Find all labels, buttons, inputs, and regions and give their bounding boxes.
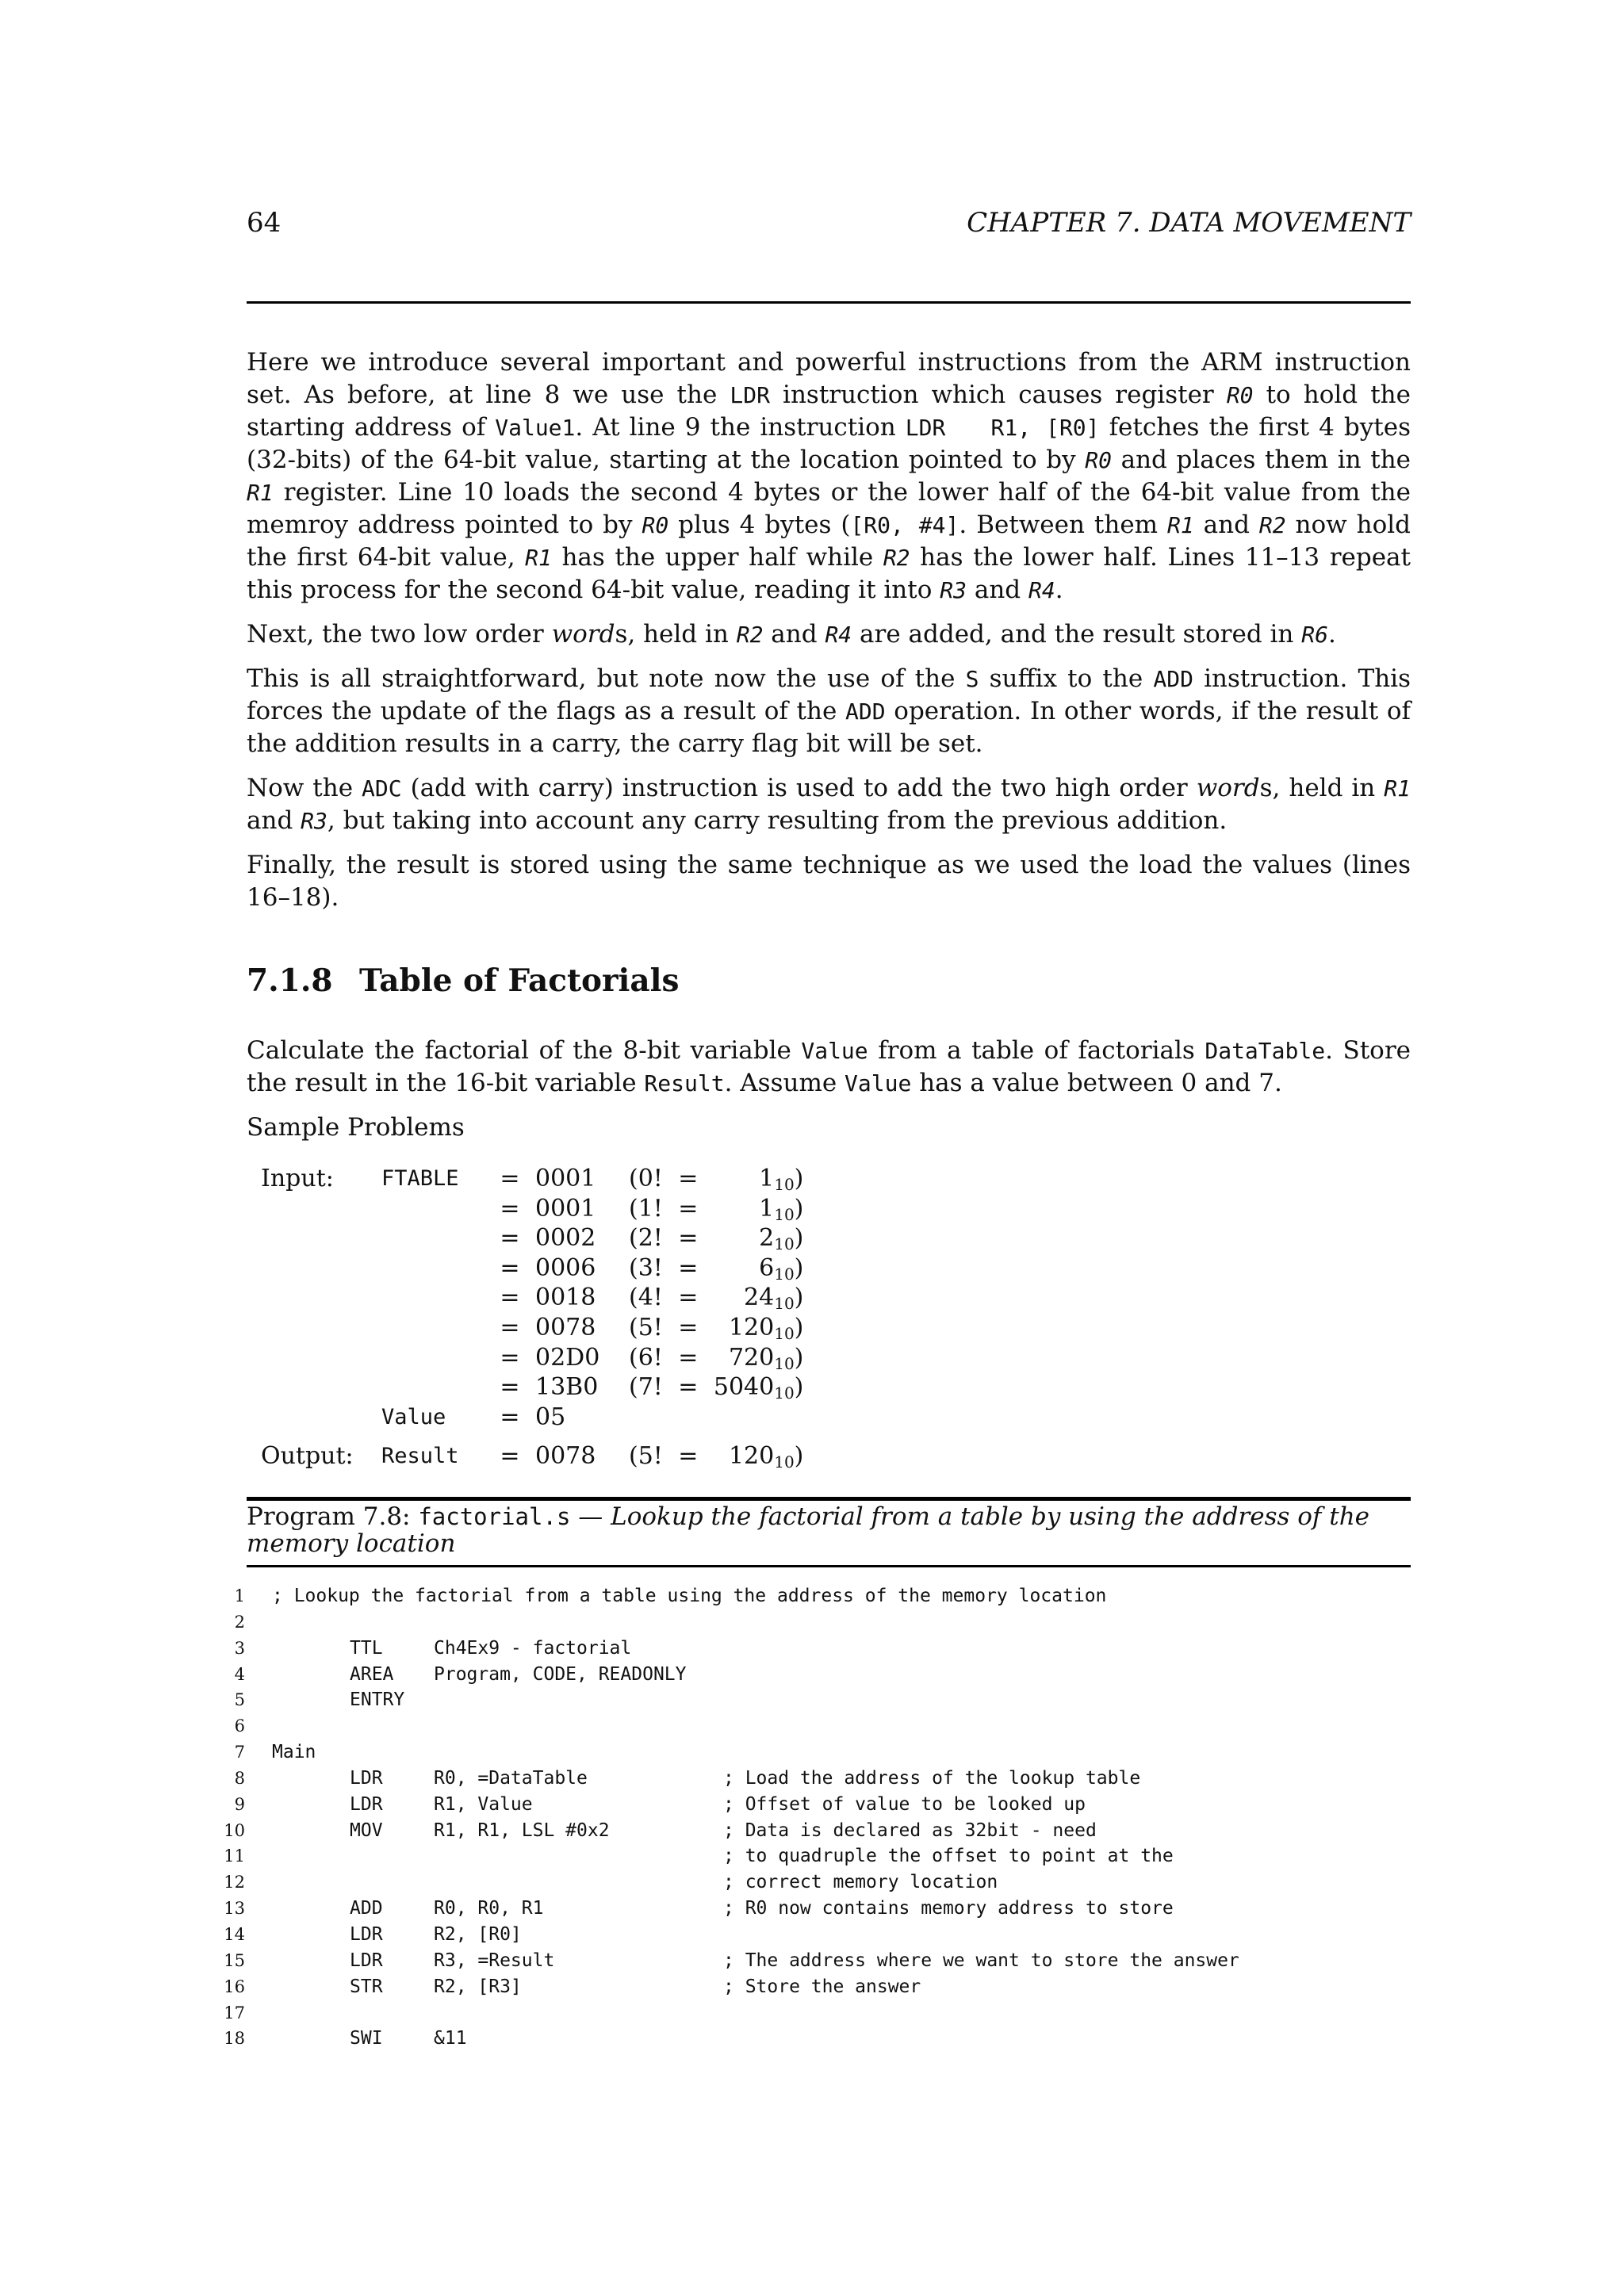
caption-top-rule bbox=[247, 1497, 1411, 1501]
line-number: 14 bbox=[224, 1924, 245, 1944]
paragraph-2: Next, the two low order words, held in R2 and R4 are added, and the result stored in R6. bbox=[247, 620, 1336, 649]
hex-value: 05 bbox=[535, 1402, 566, 1431]
line-number: 11 bbox=[224, 1846, 245, 1866]
code-comment: ; Offset of value to be looked up bbox=[723, 1793, 1086, 1815]
code-operands: R2, [R3] bbox=[434, 1976, 522, 1997]
line-number: 13 bbox=[224, 1899, 245, 1919]
input-label bbox=[261, 1372, 381, 1402]
input-label bbox=[261, 1343, 381, 1373]
code-opcode: MOV bbox=[350, 1820, 383, 1841]
equals-sign: = bbox=[500, 1313, 520, 1341]
input-label bbox=[261, 1194, 381, 1224]
code-operands: Ch4Ex9 - factorial bbox=[434, 1637, 632, 1659]
table-row bbox=[261, 1343, 806, 1373]
input-label bbox=[261, 1313, 381, 1343]
variable-name bbox=[381, 1313, 485, 1343]
program-description: Lookup the factorial from a table by using the address of the memory location bbox=[247, 1502, 1370, 1558]
page-number: 64 bbox=[247, 207, 282, 239]
code-opcode: LDR bbox=[350, 1767, 383, 1789]
code-operands: R1, R1, LSL #0x2 bbox=[434, 1820, 610, 1841]
close-paren: ) bbox=[794, 1442, 804, 1471]
code-operands: R0, R0, R1 bbox=[434, 1898, 544, 1919]
code-opcode: ENTRY bbox=[350, 1689, 405, 1711]
code-opcode: STR bbox=[350, 1976, 383, 1997]
code-comment: ; Load the address of the lookup table bbox=[723, 1767, 1141, 1789]
code-operands: R2, [R0] bbox=[434, 1923, 522, 1945]
code-label: Main bbox=[272, 1742, 316, 1763]
close-paren: ) bbox=[794, 1194, 804, 1223]
output-label: Output: bbox=[261, 1442, 354, 1471]
code-operands: &11 bbox=[434, 2028, 467, 2049]
code-opcode: SWI bbox=[350, 2028, 383, 2049]
variable-name: Value bbox=[381, 1404, 446, 1429]
code-opcode: TTL bbox=[350, 1637, 383, 1659]
factorial-term: (5! bbox=[629, 1442, 663, 1471]
table-row bbox=[261, 1164, 806, 1194]
section-heading bbox=[247, 961, 679, 1001]
equals-sign: = bbox=[678, 1373, 699, 1402]
factorial-term: (0! bbox=[629, 1165, 663, 1192]
code-opcode: AREA bbox=[350, 1663, 394, 1685]
line-number: 17 bbox=[224, 2003, 245, 2022]
line-number: 5 bbox=[234, 1690, 245, 1710]
code-comment: ; Store the answer bbox=[723, 1976, 921, 1997]
paragraph-5: Finally, the result is stored using the same technique as we used the load the values (lines 16–18). bbox=[247, 851, 1411, 912]
equals-sign: = bbox=[678, 1284, 699, 1312]
hex-value: 02D0 bbox=[535, 1343, 600, 1372]
decimal-value: $120_{10}$ bbox=[728, 1313, 795, 1343]
input-label bbox=[261, 1223, 381, 1253]
equals-sign: = bbox=[678, 1253, 699, 1282]
header-rule bbox=[247, 301, 1411, 304]
decimal-value: $1_{10}$ bbox=[759, 1165, 795, 1194]
close-paren: ) bbox=[794, 1253, 804, 1282]
input-label bbox=[261, 1283, 381, 1313]
close-paren: ) bbox=[794, 1373, 804, 1402]
code-comment: ; Data is declared as 32bit - need bbox=[723, 1820, 1097, 1841]
table-row bbox=[261, 1372, 806, 1402]
variable-name bbox=[381, 1253, 485, 1284]
decimal-value: $120_{10}$ bbox=[728, 1442, 795, 1472]
variable-name bbox=[381, 1223, 485, 1253]
code-operands: R1, Value bbox=[434, 1793, 533, 1815]
close-paren: ) bbox=[794, 1284, 804, 1312]
close-paren: ) bbox=[794, 1343, 804, 1372]
line-number: 15 bbox=[224, 1950, 245, 1970]
variable-name bbox=[381, 1194, 485, 1224]
code-opcode: LDR bbox=[350, 1923, 383, 1945]
problem-text bbox=[247, 1035, 1411, 1156]
factorial-term: (6! bbox=[629, 1343, 663, 1372]
code-comment: ; correct memory location bbox=[723, 1872, 998, 1893]
code-opcode: LDR bbox=[350, 1793, 383, 1815]
decimal-value: $6_{10}$ bbox=[759, 1253, 795, 1284]
factorial-term: (4! bbox=[629, 1284, 663, 1312]
code-operands: R0, =DataTable bbox=[434, 1767, 588, 1789]
sample-heading: Sample Problems bbox=[247, 1113, 465, 1142]
hex-value: 0018 bbox=[535, 1284, 596, 1312]
code-label: ; Lookup the factorial from a table using the address of the memory location bbox=[272, 1586, 1107, 1606]
equals-sign: = bbox=[678, 1194, 699, 1223]
table-row bbox=[261, 1283, 806, 1313]
line-number: 6 bbox=[234, 1716, 245, 1736]
equals-sign: = bbox=[500, 1373, 520, 1402]
variable-name: FTABLE bbox=[381, 1166, 459, 1191]
hex-value: 0078 bbox=[535, 1442, 596, 1471]
variable-name bbox=[381, 1283, 485, 1313]
variable-name bbox=[381, 1372, 485, 1402]
factorial-term: (1! bbox=[629, 1194, 663, 1223]
code-opcode: LDR bbox=[350, 1950, 383, 1971]
program-filename: factorial.s bbox=[418, 1503, 571, 1530]
hex-value: 0001 bbox=[535, 1165, 596, 1192]
table-row bbox=[261, 1223, 806, 1253]
equals-sign: = bbox=[678, 1343, 699, 1372]
equals-sign: = bbox=[678, 1224, 699, 1253]
code-comment: ; R0 now contains memory address to store bbox=[723, 1898, 1174, 1919]
line-number: 10 bbox=[224, 1820, 245, 1840]
hex-value: 0001 bbox=[535, 1194, 596, 1223]
code-comment: ; The address where we want to store the answer bbox=[723, 1950, 1239, 1971]
line-number: 3 bbox=[234, 1638, 245, 1658]
close-paren: ) bbox=[794, 1313, 804, 1341]
equals-sign: = bbox=[500, 1343, 520, 1372]
variable-name bbox=[381, 1343, 485, 1373]
section-number: 7.1.8 bbox=[247, 962, 333, 999]
equals-sign: = bbox=[500, 1194, 520, 1223]
factorial-term: (2! bbox=[629, 1224, 663, 1253]
hex-value: 0002 bbox=[535, 1224, 596, 1253]
decimal-value: $1_{10}$ bbox=[759, 1194, 795, 1224]
hex-value: 13B0 bbox=[535, 1373, 599, 1402]
equals-sign: = bbox=[678, 1442, 699, 1471]
equals-sign: = bbox=[500, 1442, 520, 1471]
equals-sign: = bbox=[500, 1165, 520, 1192]
label-cell bbox=[261, 1402, 381, 1433]
equals-sign: = bbox=[500, 1284, 520, 1312]
problem-statement: Calculate the factorial of the 8-bit variable Value from a table of factorials DataTable. Store the result in the 16-bit variable Result. Assume Value has a value between 0 and 7. bbox=[247, 1036, 1411, 1097]
line-number: 4 bbox=[234, 1664, 245, 1684]
line-number: 1 bbox=[234, 1586, 245, 1605]
equals-sign: = bbox=[678, 1313, 699, 1341]
line-number: 7 bbox=[234, 1743, 245, 1762]
code-operands: Program, CODE, READONLY bbox=[434, 1663, 687, 1685]
close-paren: ) bbox=[794, 1165, 804, 1192]
factorial-term: (7! bbox=[629, 1373, 663, 1402]
line-number: 16 bbox=[224, 1976, 245, 1996]
factorial-term: (3! bbox=[629, 1253, 663, 1282]
equals-sign: = bbox=[500, 1224, 520, 1253]
spacer-row bbox=[261, 1432, 806, 1441]
line-number: 18 bbox=[224, 2029, 245, 2049]
section-title: Table of Factorials bbox=[359, 962, 680, 999]
caption-bottom-rule bbox=[247, 1565, 1411, 1567]
decimal-value: $24_{10}$ bbox=[744, 1284, 795, 1314]
code-opcode: ADD bbox=[350, 1898, 383, 1919]
hex-value: 0006 bbox=[535, 1253, 596, 1282]
input-label: Input: bbox=[261, 1165, 334, 1192]
decimal-value: $720_{10}$ bbox=[728, 1343, 795, 1373]
paragraph-1: Here we introduce several important and powerful instructions from the ARM instruction set. As before, at line 8 we use the LDR instruction which causes register R0 to hold the starting address of Value1. At line 9 the instruction LDR R1, [R0] fetches the first 4 bytes (32-bits) of the 64-bit value, starting at the location pointed to by R0 and places them in the R1 register. Line 10 loads the second 4 bytes or the lower half of the 64-bit value from the memroy address pointed to by R0 plus 4 bytes ([R0, #4]. Between them R1 and R2 now hold the first 64-bit value, R1 has the upper half while R2 has the lower half. Lines 11–13 repeat this process for the second 64-bit value, reading it into R3 and R4. bbox=[247, 348, 1411, 604]
paragraph-3: This is all straightforward, but note now the use of the S suffix to the ADD instruction. This forces the update of the flags as a result of the ADD operation. In other words, if the result of the addition results in a carry, the carry flag bit will be set. bbox=[247, 664, 1411, 758]
sample-table bbox=[261, 1164, 806, 1471]
input-label bbox=[261, 1253, 381, 1284]
line-number: 8 bbox=[234, 1768, 245, 1788]
code-comment: ; to quadruple the offset to point at the bbox=[723, 1846, 1174, 1867]
chapter-title: CHAPTER 7. DATA MOVEMENT bbox=[967, 207, 1411, 239]
running-header bbox=[247, 205, 1411, 241]
intro-text bbox=[247, 346, 1411, 926]
equals-sign: = bbox=[500, 1253, 520, 1282]
line-number: 9 bbox=[234, 1794, 245, 1814]
close-paren: ) bbox=[794, 1224, 804, 1253]
table-row bbox=[261, 1194, 806, 1224]
variable-name: Result bbox=[381, 1444, 459, 1469]
decimal-value: $5040_{10}$ bbox=[713, 1373, 795, 1403]
code-operands: R3, =Result bbox=[434, 1950, 555, 1971]
line-number: 2 bbox=[234, 1612, 245, 1632]
table-row bbox=[261, 1441, 806, 1471]
line-number: 12 bbox=[224, 1873, 245, 1892]
paragraph-4: Now the ADC (add with carry) instruction is used to add the two high order words, held in R1 and R3, but taking into account any carry resulting from the previous addition. bbox=[247, 774, 1411, 835]
table-row bbox=[261, 1313, 806, 1343]
factorial-term: (5! bbox=[629, 1313, 663, 1341]
hex-value: 0078 bbox=[535, 1313, 596, 1341]
decimal-value: $2_{10}$ bbox=[759, 1224, 795, 1254]
table-row bbox=[261, 1253, 806, 1284]
sample-problems bbox=[261, 1164, 806, 1471]
table-row bbox=[261, 1402, 806, 1433]
equals-sign: = bbox=[678, 1165, 699, 1192]
program-caption: Program 7.8: factorial.s — Lookup the factorial from a table by using the address of the memory location bbox=[247, 1502, 1370, 1558]
equals-sign: = bbox=[500, 1402, 520, 1431]
